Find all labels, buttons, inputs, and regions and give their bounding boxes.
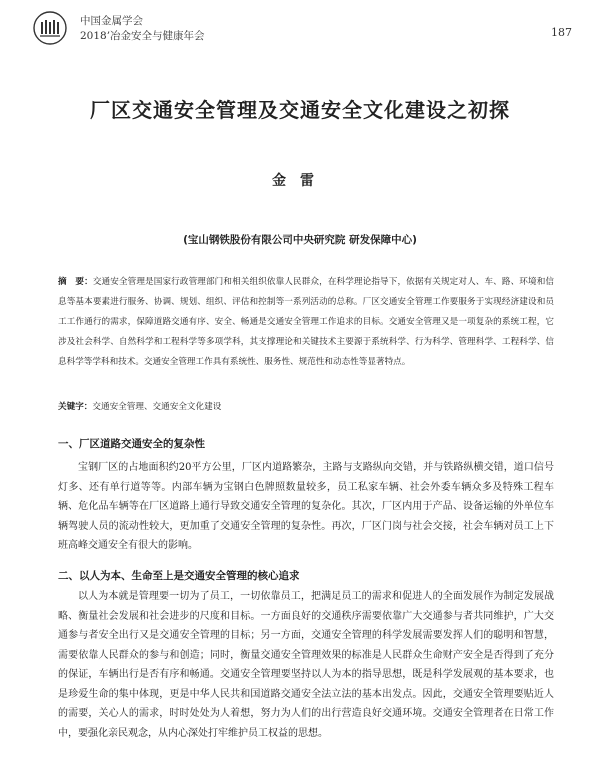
section-paragraph-2: 以人为本就是管理要一切为了员工，一切依靠员工，把满足员工的需求和促进人的全面发展作为制定发展战略、衡量社会发展和社会进步的尺度和目标。一方面良好的交通秩序需要依靠广大交通参与者共同维护，广大交通参与者安全出行又是交通安全管理的目标；另一方面，交通安全管理的科学发展需要发挥人们的聪明和智慧，需要依靠人民群众的参与和创造；同时，衡量交通安全管理效果的标准是人民群众生命财产安全是否得到了充分的保证，车辆出行是否有序和畅通。交通安全管理要坚持以人为本的指导思想，既是科学发展观的基本要求，也是珍爱生命的集中体现，更是中华人民共和国道路交通安全法立法的基本出发点。因此，交通安全管理要贴近人的需要，关心人的需求，时时处处为人着想，努力为人们的出行营造良好交通环境。交通安全管理者在日常工作中，要强化亲民观念，从内心深处打牢维护员工权益的思想。: [58, 591, 554, 739]
abstract-text: 交通安全管理是国家行政管理部门和相关组织依靠人民群众，在科学理论指导下，依据有关规定对人、车、路、环境和信息等基本要素进行服务、协调、规划、组织、评估和控制等一系列活动的总称。厂区交通安全管理工作要服务于实现经济建设和员工工作通行的需求，保障道路交通有序、安全、畅通是交通安全管理工作追求的目标。交通安全管理又是一项复杂的系统工程，它涉及社会科学、自然科学和工程科学等多项学科，其支撑理论和关键技术主要源于系统科学、行为科学、管理科学、工程科学、信息科学等学科和技术。交通安全管理工作具有系统性、服务性、规范性和动态性等显著特点。: [58, 277, 554, 367]
header-org: [80, 14, 205, 44]
abstract: [58, 272, 554, 372]
keywords-label: 关键字：: [58, 402, 93, 412]
page-header: [32, 10, 572, 46]
paper-title: 厂区交通安全管理及交通安全文化建设之初探: [90, 98, 510, 122]
header-org-line2: 2018’冶金安全与健康年会: [80, 30, 205, 42]
keywords: [58, 398, 554, 418]
page-number: 187: [551, 26, 572, 39]
header-org-line1: 中国金属学会: [80, 15, 143, 27]
affiliation: (宝山钢铁股份有限公司中央研究院 研发保障中心): [183, 234, 417, 246]
section-heading-2: 二、以人为本、生命至上是交通安全管理的核心追求: [58, 570, 300, 582]
keywords-text: 交通安全管理、交通安全文化建设: [92, 402, 222, 412]
csm-logo-icon: [32, 10, 68, 46]
author: 金雷: [272, 173, 328, 189]
section-paragraph-1: 宝钢厂区的占地面积约20平方公里，厂区内道路繁杂，主路与支路纵向交错，并与铁路纵横交错，道口信号灯多、还有单行道等等。内部车辆为宝钢白色牌照数量较多，员工私家车辆、社会外委车辆众多及特殊工程车辆、危化品车辆等在厂区道路上通行导致交通安全管理的复杂化。其次，厂区内用于产品、设备运输的外单位车辆驾驶人员的流动性较大，更加重了交通安全管理的复杂性。再次，厂区门岗与社会交接，社会车辆对员工上下班高峰交通安全有很大的影响。: [58, 462, 554, 551]
section-heading-1: 一、厂区道路交通安全的复杂性: [58, 438, 205, 450]
abstract-label: 摘 要：: [58, 277, 93, 287]
